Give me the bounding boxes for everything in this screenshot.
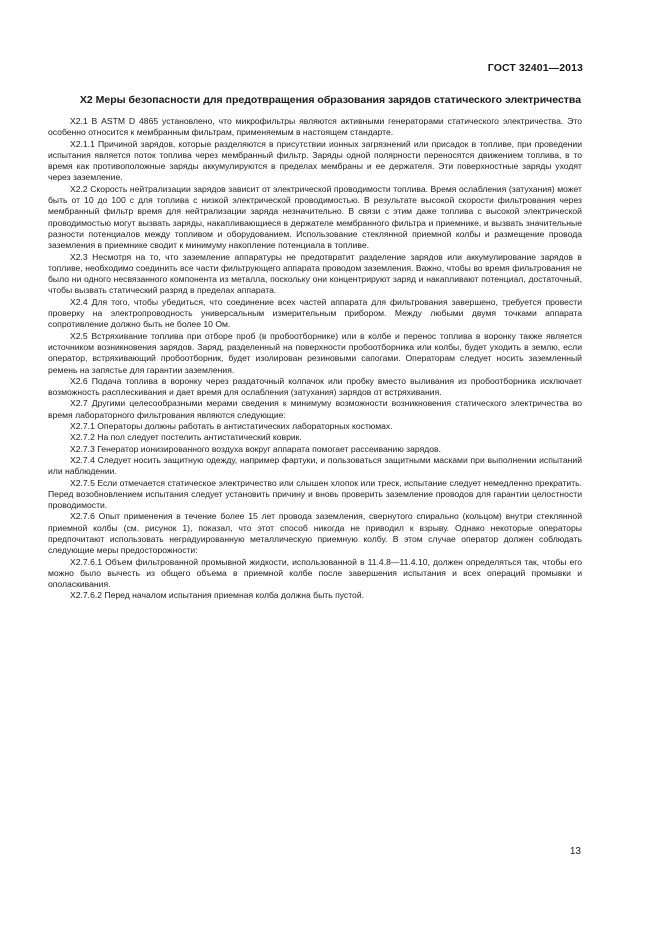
paragraph-x2-7-6-2: X2.7.6.2 Перед началом испытания приемная колба должна быть пустой. — [70, 590, 365, 601]
body-text — [48, 116, 582, 602]
paragraph-x2-6: X2.6 Подача топлива в воронку через раздаточный колпачок или пробку вместо выливания из пробоотборника исключает возможность расплескивания и дает время для ослабления (затухания) зарядов от встряхивания. — [48, 375, 582, 398]
paragraph-x2-7-5: X2.7.5 Если отмечается статическое электричество или слышен хлопок или треск, испытание следует немедленно прекратить. Перед возобновлением испытания следует установить причину и вновь проверить заземление проводов для гарантии целостности проводимости. — [48, 477, 582, 511]
paragraph-x2-1-1: X2.1.1 Причиной зарядов, которые разделяются в присутствии ионных загрязнений или присадок в топливе, при проведении испытания является поток топлива через мембранный фильтр. Заряды одной полярности переносятся движением топлива, в то время как противоположные заряды аккумулируются в пределах мембраны и ее держателя. Эти поверхностные заряды уходят через заземление. — [48, 138, 582, 183]
paragraph-x2-5: X2.5 Встряхивание топлива при отборе проб (в пробоотборнике) или в колбе и перенос топлива в воронку также является источником возникновения зарядов. Заряд, разделенный на поверхности пробоотборника или колбы, будет уходить в землю, если оператор, встряхивающий пробоотборник, будет изолирован резиновыми сапогами. Операторам следует носить заземленный ремень на запястье для гарантии заземления. — [48, 330, 582, 375]
paragraph-x2-7-6-1: X2.7.6.1 Объем фильтрованной промывной жидкости, использованной в 11.4.8—11.4.10, должен определяться так, чтобы его можно было вычесть из общего объема в приемной колбе после завершения испытания и всех операций промывки и ополаскивания. — [48, 556, 582, 590]
paragraph-x2-7-4: X2.7.4 Следует носить защитную одежду, например фартуки, и пользоваться защитными масками при выполнении испытаний или наблюдении. — [48, 454, 582, 477]
paragraph-x2-2: X2.2 Скорость нейтрализации зарядов зависит от электрической проводимости топлива. Время ослабления (затухания) может быть от 10 до 100 с для топлива с низкой электрической проводимостью. В результате высокой скорости фильтрования через мембранный фильтр время для нейтрализации заряда незначительно. В связи с этим даже топлива с высокой электрической проводимостью могут вызвать заряды, накапливающиеся в держателе мембранного фильтра и приемнике, и вызвать значительные разности потенциалов между топливом и оборудованием. Использование стеклянной приемной колбы и размещение провода заземления в приемнике сводит к минимуму накопление потенциала в топливе. — [48, 183, 582, 251]
paragraph-x2-7-3: X2.7.3 Генератор ионизированного воздуха вокруг аппарата помогает рассеиванию зарядов. — [70, 443, 441, 454]
document-header-standard: ГОСТ 32401—2013 — [487, 62, 583, 74]
paragraph-x2-3: X2.3 Несмотря на то, что заземление аппаратуры не предотвратит разделение зарядов или аккумулирование зарядов в топливе, необходимо соединить все части фильтрующего аппарата проводом заземления. Важно, чтобы во время фильтрования не было ни одного несвязанного компонента из металла, поскольку они концентрируют заряд и накапливают потенциал, достаточный, чтобы вызвать статический разряд в пределах аппарата. — [48, 251, 582, 296]
page-number: 13 — [569, 846, 581, 857]
paragraph-x2-7-1: X2.7.1 Операторы должны работать в антистатических лабораторных костюмах. — [70, 421, 393, 432]
paragraph-x2-1: X2.1 В ASTM D 4865 установлено, что микрофильтры являются активными генераторами статического электричества. Это особенно относится к мембранным фильтрам, применяемым в настоящем стандарте. — [48, 116, 582, 138]
paragraph-x2-7-2: X2.7.2 На пол следует постелить антистатический коврик. — [70, 432, 302, 443]
paragraph-x2-7-6: X2.7.6 Опыт применения в течение более 15 лет провода заземления, свернутого спирально (кольцом) внутри стеклянной приемной колбы (см. рисунок 1), показал, что этот способ никогда не приводил к взрыву. Однако некоторые операторы предпочитают использовать неградуированную металлическую приемную колбу. В этом случае оператор должен соблюдать следующие меры предосторожности: — [48, 511, 582, 556]
paragraph-x2-7: X2.7 Другими целесообразными мерами сведения к минимуму возможности возникновения статического электричества во время лабораторного фильтрования являются следующие: — [48, 398, 582, 420]
paragraph-x2-4: X2.4 Для того, чтобы убедиться, что соединение всех частей аппарата для фильтрования завершено, требуется провести проверку на электропроводность универсальным измерительным прибором. Между любыми двумя точками аппарата сопротивление должно быть не более 10 Ом. — [48, 296, 582, 330]
section-title: X2 Меры безопасности для предотвращения образования зарядов статического электричества — [79, 94, 582, 106]
